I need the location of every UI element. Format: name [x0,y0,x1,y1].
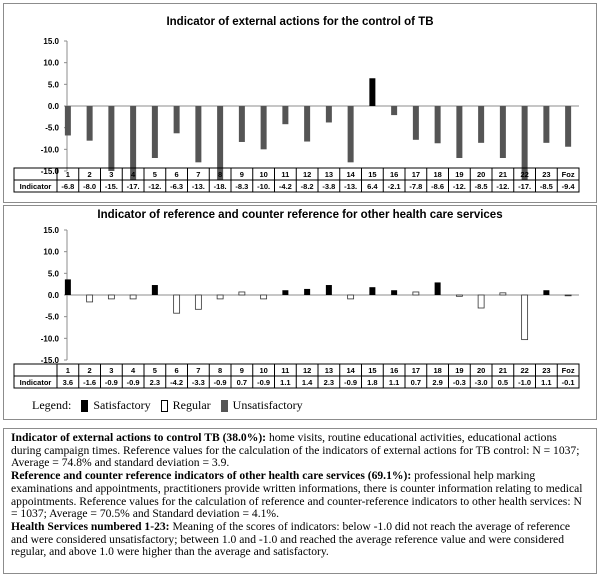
data-label: -12. [148,182,162,191]
caption-text: home visits, routine educational activities, educational actions during campaign times. Reference values for the calculation of the indicators of external actions for TB control: N = 1037; Average = 74.8% and standard deviation = 3.9. [11,431,580,470]
legend-item-regular [161,398,211,413]
y-tick-label: 10.0 [43,58,59,68]
bar [348,295,354,299]
bar [304,106,310,142]
data-label: -0.1 [561,378,575,387]
y-tick-label: -5.0 [45,123,59,133]
bar [195,106,201,162]
x-tick-label: 21 [498,170,508,179]
data-label: -12. [496,182,510,191]
bar [282,290,288,295]
x-tick-label: 18 [433,170,442,179]
data-label: 1.8 [367,378,378,387]
table-row-label: Indicator [19,182,52,191]
figure-caption [3,428,597,574]
bar [500,293,506,295]
data-label: -8.2 [300,182,314,191]
x-tick-label: 6 [174,366,179,375]
x-tick-label: 11 [281,366,290,375]
data-label: 1.4 [301,378,313,387]
bar [87,106,93,141]
data-label: 0.5 [497,378,509,387]
bar [456,295,462,296]
legend-item-satisfactory [81,398,150,413]
data-label: 1.1 [541,378,552,387]
data-label: -0.9 [126,378,140,387]
caption-paragraph-services [11,521,589,559]
data-label: -13. [344,182,358,191]
x-tick-label: 10 [259,366,268,375]
caption-text: professional help marking examinations and appointments, practitioners provide written informations, there is counter information relating to medical appointments. Reference values for the calculation of reference and counter-reference indicators to other health services: N = 1037; Average = 70.5% and Standard deviation = 4.1%. [11,469,583,521]
bar [282,106,288,124]
data-label: -0.9 [344,378,358,387]
x-tick-label: 6 [174,170,179,179]
legend-title: Legend: [32,398,72,412]
bar [261,295,267,299]
x-tick-label: 4 [131,170,136,179]
bar [435,282,441,295]
data-label: 6.4 [367,182,378,191]
satisfactory-swatch [81,400,88,412]
data-label: -4.2 [170,378,184,387]
x-tick-label: 5 [152,366,157,375]
bar [565,106,571,147]
data-label: -0.9 [104,378,118,387]
bar [522,106,528,180]
bar [87,295,93,302]
x-tick-label: 7 [196,366,201,375]
data-label: -18. [213,182,227,191]
legend-label: Unsatisfactory [232,398,303,412]
data-label: 0.7 [410,378,422,387]
legend-label: Regular [172,398,211,412]
legend [32,398,313,413]
caption-text: Meaning of the scores of indicators: below -1.0 did not reach the average of reference and were considered unsatisfactory; between 1.0 and -1.0 and reached the average reference value and were considered regular, and above 1.0 were higher than the average and satisfactory. [11,519,571,559]
bar [130,106,136,180]
x-tick-label: 9 [239,366,244,375]
bar [239,106,245,142]
caption-paragraph-reference [11,470,589,521]
y-tick-label: -15.0 [40,167,59,176]
x-tick-label: 22 [520,366,529,375]
bar [478,106,484,143]
bar [413,106,419,140]
x-tick-label: 13 [324,170,334,179]
bar [239,292,245,295]
x-tick-label: 21 [498,366,508,375]
x-tick-label: 16 [389,366,399,375]
bar [413,292,419,295]
y-tick-label: 5.0 [47,269,59,279]
x-tick-label: 2 [87,366,92,375]
data-label: -10. [257,182,271,191]
x-tick-label: 4 [131,366,136,375]
y-tick-label: 5.0 [47,80,59,90]
data-label: -7.8 [409,182,423,191]
bar [500,106,506,158]
x-tick-label: 22 [520,170,529,179]
data-label: -3.8 [322,182,336,191]
data-label: -8.5 [539,182,553,191]
data-label: -0.3 [452,378,466,387]
bar [130,295,136,299]
bar [174,106,180,133]
data-label: -8.5 [474,182,488,191]
x-tick-label: 8 [218,170,223,179]
external-actions-chart-panel [3,3,597,203]
bar [326,285,332,295]
x-tick-label: 14 [346,366,355,375]
bar [435,106,441,143]
caption-heading: Reference and counter reference indicators of other health care services (69.1%): [11,469,412,483]
data-label: 2.9 [432,378,443,387]
bar [522,295,528,340]
data-label: -3.3 [191,378,205,387]
bar [369,287,375,295]
data-label: 2.3 [149,378,161,387]
bar [261,106,267,149]
bar [195,295,201,309]
x-tick-label: 15 [368,366,377,375]
reference-chart-panel [3,205,597,420]
bar [174,295,180,313]
y-tick-label: 15.0 [43,37,59,46]
data-label: -4.2 [278,182,292,191]
x-tick-label: 1 [65,170,70,179]
data-label: -8.3 [235,182,249,191]
y-tick-label: -15.0 [40,356,59,365]
x-tick-label: 9 [239,170,244,179]
data-label: -9.4 [561,182,575,191]
bar [543,290,549,295]
x-tick-label: Foz [561,170,575,179]
bar [217,106,223,180]
x-tick-label: 12 [302,170,312,179]
data-label: -17. [126,182,140,191]
x-tick-label: 19 [455,366,464,375]
bar [217,295,223,299]
x-tick-label: 20 [476,366,486,375]
x-tick-label: 17 [411,366,421,375]
y-tick-label: 0.0 [47,102,59,111]
caption-paragraph-tb [11,432,589,470]
x-tick-label: 2 [87,170,92,179]
data-label: 1.1 [388,378,400,387]
table-row-label: Indicator [19,378,52,387]
data-label: -6.3 [170,182,184,191]
bar [152,285,158,295]
chart-title: Indicator of reference and counter reference for other health care services [97,209,503,221]
data-label: -1.0 [518,378,532,387]
bar [348,106,354,162]
data-label: -6.8 [61,182,75,191]
reference-chart [4,206,598,421]
data-label: -17. [518,182,532,191]
bar [108,295,114,299]
x-tick-label: 15 [368,170,377,179]
data-label: -8.6 [431,182,445,191]
x-tick-label: 14 [346,170,355,179]
y-tick-label: -5.0 [45,312,59,322]
x-tick-label: 20 [476,170,486,179]
x-tick-label: 18 [433,366,442,375]
chart-title: Indicator of external actions for the control of TB [166,16,434,28]
caption-heading: Health Services numbered 1-23: [11,519,170,533]
bar [391,290,397,295]
data-label: -1.6 [83,378,97,387]
data-label: -0.9 [257,378,271,387]
data-label: 1.1 [280,378,291,387]
data-label: -8.0 [83,182,97,191]
bar [369,78,375,106]
bar [65,106,71,135]
unsatisfactory-swatch [221,400,228,412]
bar [152,106,158,158]
data-label: -13. [191,182,205,191]
x-tick-label: 19 [455,170,464,179]
bar [391,106,397,115]
y-tick-label: -10.0 [40,334,59,344]
bar [478,295,484,308]
data-label: -12. [452,182,466,191]
external-actions-chart [4,4,598,204]
x-tick-label: 13 [324,366,334,375]
x-tick-label: Foz [561,366,575,375]
data-label: -0.9 [213,378,227,387]
x-tick-label: 16 [389,170,399,179]
x-tick-label: 10 [259,170,268,179]
bar [456,106,462,158]
legend-label: Satisfactory [93,398,151,412]
x-tick-label: 3 [109,170,114,179]
x-tick-label: 5 [152,170,157,179]
regular-swatch [161,400,168,412]
x-tick-label: 23 [542,170,551,179]
x-tick-label: 8 [218,366,223,375]
bar [108,106,114,171]
x-tick-label: 3 [109,366,114,375]
bar [565,295,571,296]
legend-item-unsatisfactory [221,398,303,413]
data-label: 3.6 [62,378,74,387]
x-tick-label: 12 [302,366,312,375]
data-label: -15. [104,182,118,191]
x-tick-label: 1 [65,366,70,375]
data-label: 2.3 [323,378,335,387]
data-label: 0.7 [236,378,248,387]
data-label: -3.0 [474,378,488,387]
y-tick-label: 15.0 [43,226,59,235]
x-tick-label: 23 [542,366,551,375]
caption-heading: Indicator of external actions to control TB (38.0%): [11,431,267,444]
bar [543,106,549,143]
x-tick-label: 17 [411,170,421,179]
x-tick-label: 11 [281,170,290,179]
y-tick-label: 10.0 [43,247,59,257]
y-tick-label: -10.0 [40,145,59,155]
data-label: -2.1 [387,182,401,191]
bar [304,289,310,295]
bar [326,106,332,122]
y-tick-label: 0.0 [47,291,59,300]
bar [65,279,71,295]
x-tick-label: 7 [196,170,201,179]
